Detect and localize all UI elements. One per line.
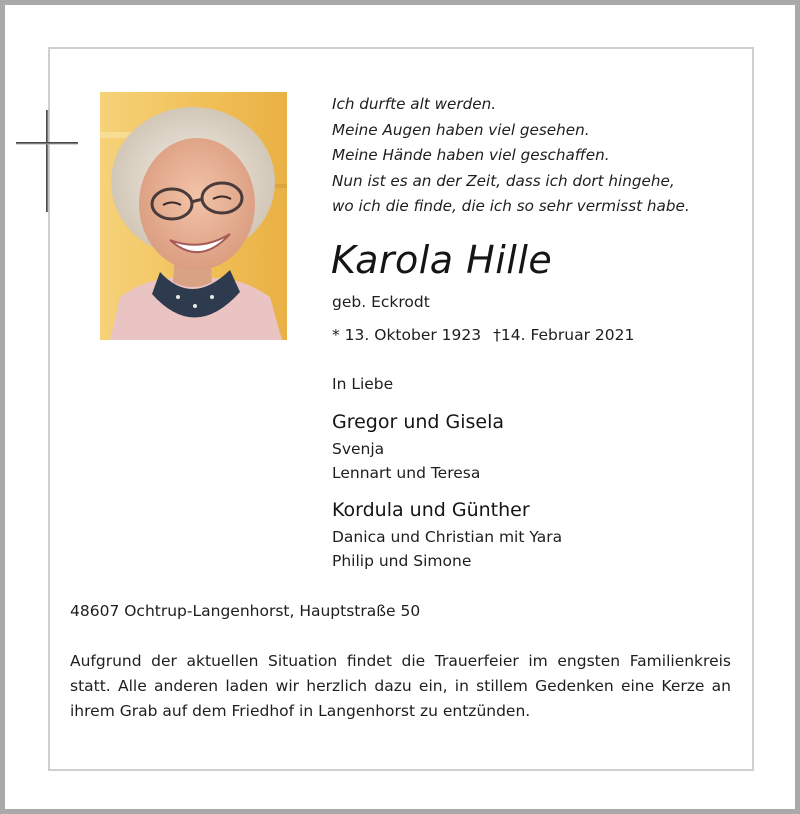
poem-line: wo ich die finde, die ich so sehr vermisst habe.: [332, 197, 690, 216]
portrait-photo: [100, 92, 287, 340]
family-group: [332, 495, 752, 573]
family-member: Danica und Christian mit Yara: [332, 528, 563, 546]
family-group: [332, 407, 752, 485]
life-dates: [332, 323, 634, 347]
poem-line: Ich durfte alt werden.: [332, 95, 497, 113]
family-head: Gregor und Gisela: [332, 411, 505, 433]
address: 48607 Ochtrup-Langenhorst, Hauptstraße 50: [70, 602, 421, 620]
funeral-notice: Aufgrund der aktuellen Situation findet die Trauerfeier im engsten Familienkreis statt. Alle anderen laden wir herzlich dazu ein, in stillem Gedenken eine Kerze an ihrem Grab auf dem Friedhof in Langenhorst zu entzünden.: [70, 652, 731, 720]
poem: [332, 92, 752, 220]
cross-icon: [14, 108, 80, 214]
death-date: †14. Februar 2021: [493, 326, 635, 344]
family-head: Kordula und Günther: [332, 499, 530, 521]
mourners-intro: In Liebe: [332, 375, 394, 393]
poem-line: Meine Hände haben viel geschaffen.: [332, 146, 610, 165]
family-member: Svenja: [332, 440, 385, 458]
poem-line: Meine Augen haben viel gesehen.: [332, 120, 590, 139]
deceased-name: Karola Hille: [331, 238, 553, 282]
family-member: Lennart und Teresa: [332, 464, 481, 482]
family-member: Philip und Simone: [332, 552, 472, 570]
birth-date: * 13. Oktober 1923: [332, 326, 482, 344]
maiden-name: geb. Eckrodt: [332, 293, 430, 311]
poem-line: Nun ist es an der Zeit, dass ich dort hingehe,: [332, 171, 675, 190]
